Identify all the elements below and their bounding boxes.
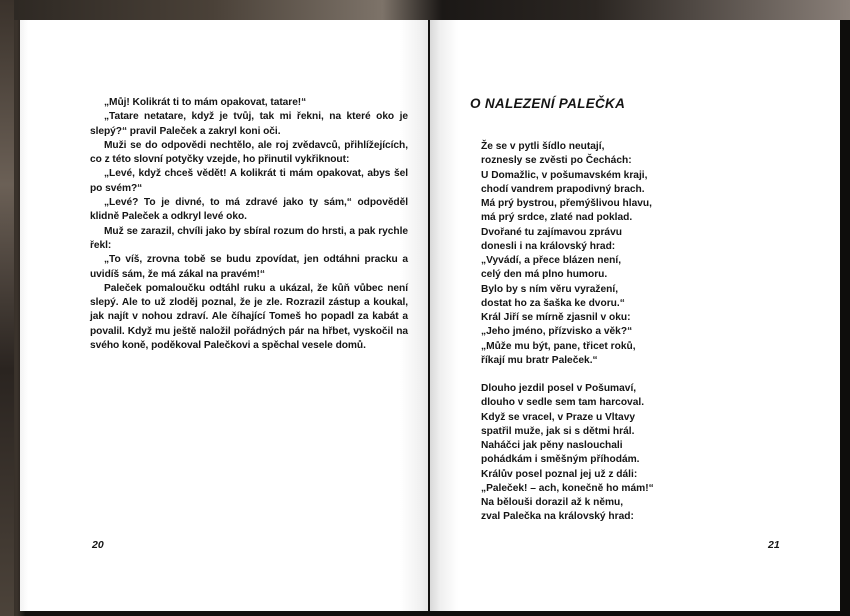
paragraph: „Můj! Kolikrát ti to mám opakovat, tatare!“	[104, 97, 307, 108]
chapter-title: O NALEZENÍ PALEČKA	[470, 96, 626, 111]
poem-line: „Paleček! – ach, konečně ho mám!“	[481, 482, 654, 494]
poem-line: spatřil muže, jak si s dětmi hrál.	[481, 425, 635, 437]
poem-line: Dvořané tu zajímavou zprávu	[481, 226, 622, 238]
paragraph: „Tatare netatare, když je tvůj, tak mi řekni, na které oko je slepý?“ pravil Paleček a zakryl koni oči.	[90, 111, 408, 137]
paragraph: „Levé? To je divné, to má zdravé jako ty sám,“ odpověděl klidně Paleček a odkryl levé oko.	[90, 197, 408, 223]
poem-line: dlouho v sedle sem tam harcoval.	[481, 397, 645, 409]
poem-line: Bylo by s ním věru vyražení,	[481, 283, 619, 295]
poem-line: Král Jiří se mírně zjasnil v oku:	[481, 312, 631, 323]
poem-line: „Jeho jméno, přízvisko a věk?“	[481, 326, 633, 338]
page-number-right: 21	[768, 539, 780, 551]
page-number-left: 20	[92, 539, 104, 551]
poem-line: Má prý bystrou, přemýšlivou hlavu,	[481, 198, 652, 209]
right-page	[430, 20, 840, 611]
poem-line: Dlouho jezdil posel v Pošumaví,	[481, 383, 637, 394]
poem-line: říkají mu bratr Paleček.“	[481, 354, 598, 366]
paragraph: „To víš, zrovna tobě se budu zpovídat, jen odtáhni pracku a uvidíš sám, že má zákal na pravém!“	[90, 254, 408, 280]
poem-line: U Domažlic, v pošumavském kraji,	[481, 169, 648, 181]
paragraph: Muži se do odpovědi nechtělo, ale roj zvědavců, přihlížejících, co z této slovní potyčky vzejde, ho přinutil vykřiknout:	[90, 139, 408, 166]
poem-line: Když se vracel, v Praze u Vltavy	[481, 411, 636, 423]
poem-line: roznesly se zvěsti po Čechách:	[481, 155, 632, 167]
poem-line: „Může mu být, pane, třicet roků,	[481, 340, 636, 352]
poem	[481, 140, 654, 539]
poem-line: dostat ho za šaška ke dvoru.“	[481, 297, 625, 309]
poem-line: zval Palečka na královský hrad:	[481, 511, 634, 523]
poem-line: Na bělouši dorazil až k němu,	[481, 497, 624, 508]
paragraph: Muž se zarazil, chvíli jako by sbíral rozum do hrsti, a pak rychle řekl:	[90, 225, 408, 251]
poem-line: Naháčci jak pěny naslouchali	[481, 440, 623, 451]
left-page	[20, 20, 428, 611]
scan-edge-top	[0, 0, 850, 20]
left-page-text	[90, 96, 408, 353]
poem-line: Králův posel poznal jej už z dáli:	[481, 468, 638, 480]
paragraph: Paleček pomaloučku odtáhl ruku a ukázal, že kůň vůbec není slepý. Ale to už zloděj poznal, že je zle. Rozrazil zástup a koukal, jak najít v nohou zdraví. Ale číhající Tomeš ho popadl za kabát a povalil. Když mu ještě naložil pořádných pár na hřbet, vyskočil na svého koně, poděkoval Palečkovi a spěchal vesele domů.	[90, 282, 408, 352]
poem-line: chodí vandrem prapodivný brach.	[481, 183, 645, 195]
poem-stanza	[481, 140, 654, 368]
poem-line: „Vyvádí, a přece blázen není,	[481, 255, 622, 266]
poem-line: Že se v pytli šídlo neutají,	[481, 141, 605, 152]
poem-line: donesli i na královský hrad:	[481, 240, 616, 252]
poem-stanza	[481, 382, 654, 525]
poem-line: má prý srdce, zlaté nad poklad.	[481, 212, 633, 224]
paragraph: „Levé, když chceš vědět! A kolikrát ti mám opakovat, abys šel po svém?“	[90, 168, 408, 194]
poem-line: celý den má plno humoru.	[481, 269, 608, 281]
poem-line: pohádkám i směšným příhodám.	[481, 454, 640, 466]
scan-edge-left	[0, 0, 14, 616]
